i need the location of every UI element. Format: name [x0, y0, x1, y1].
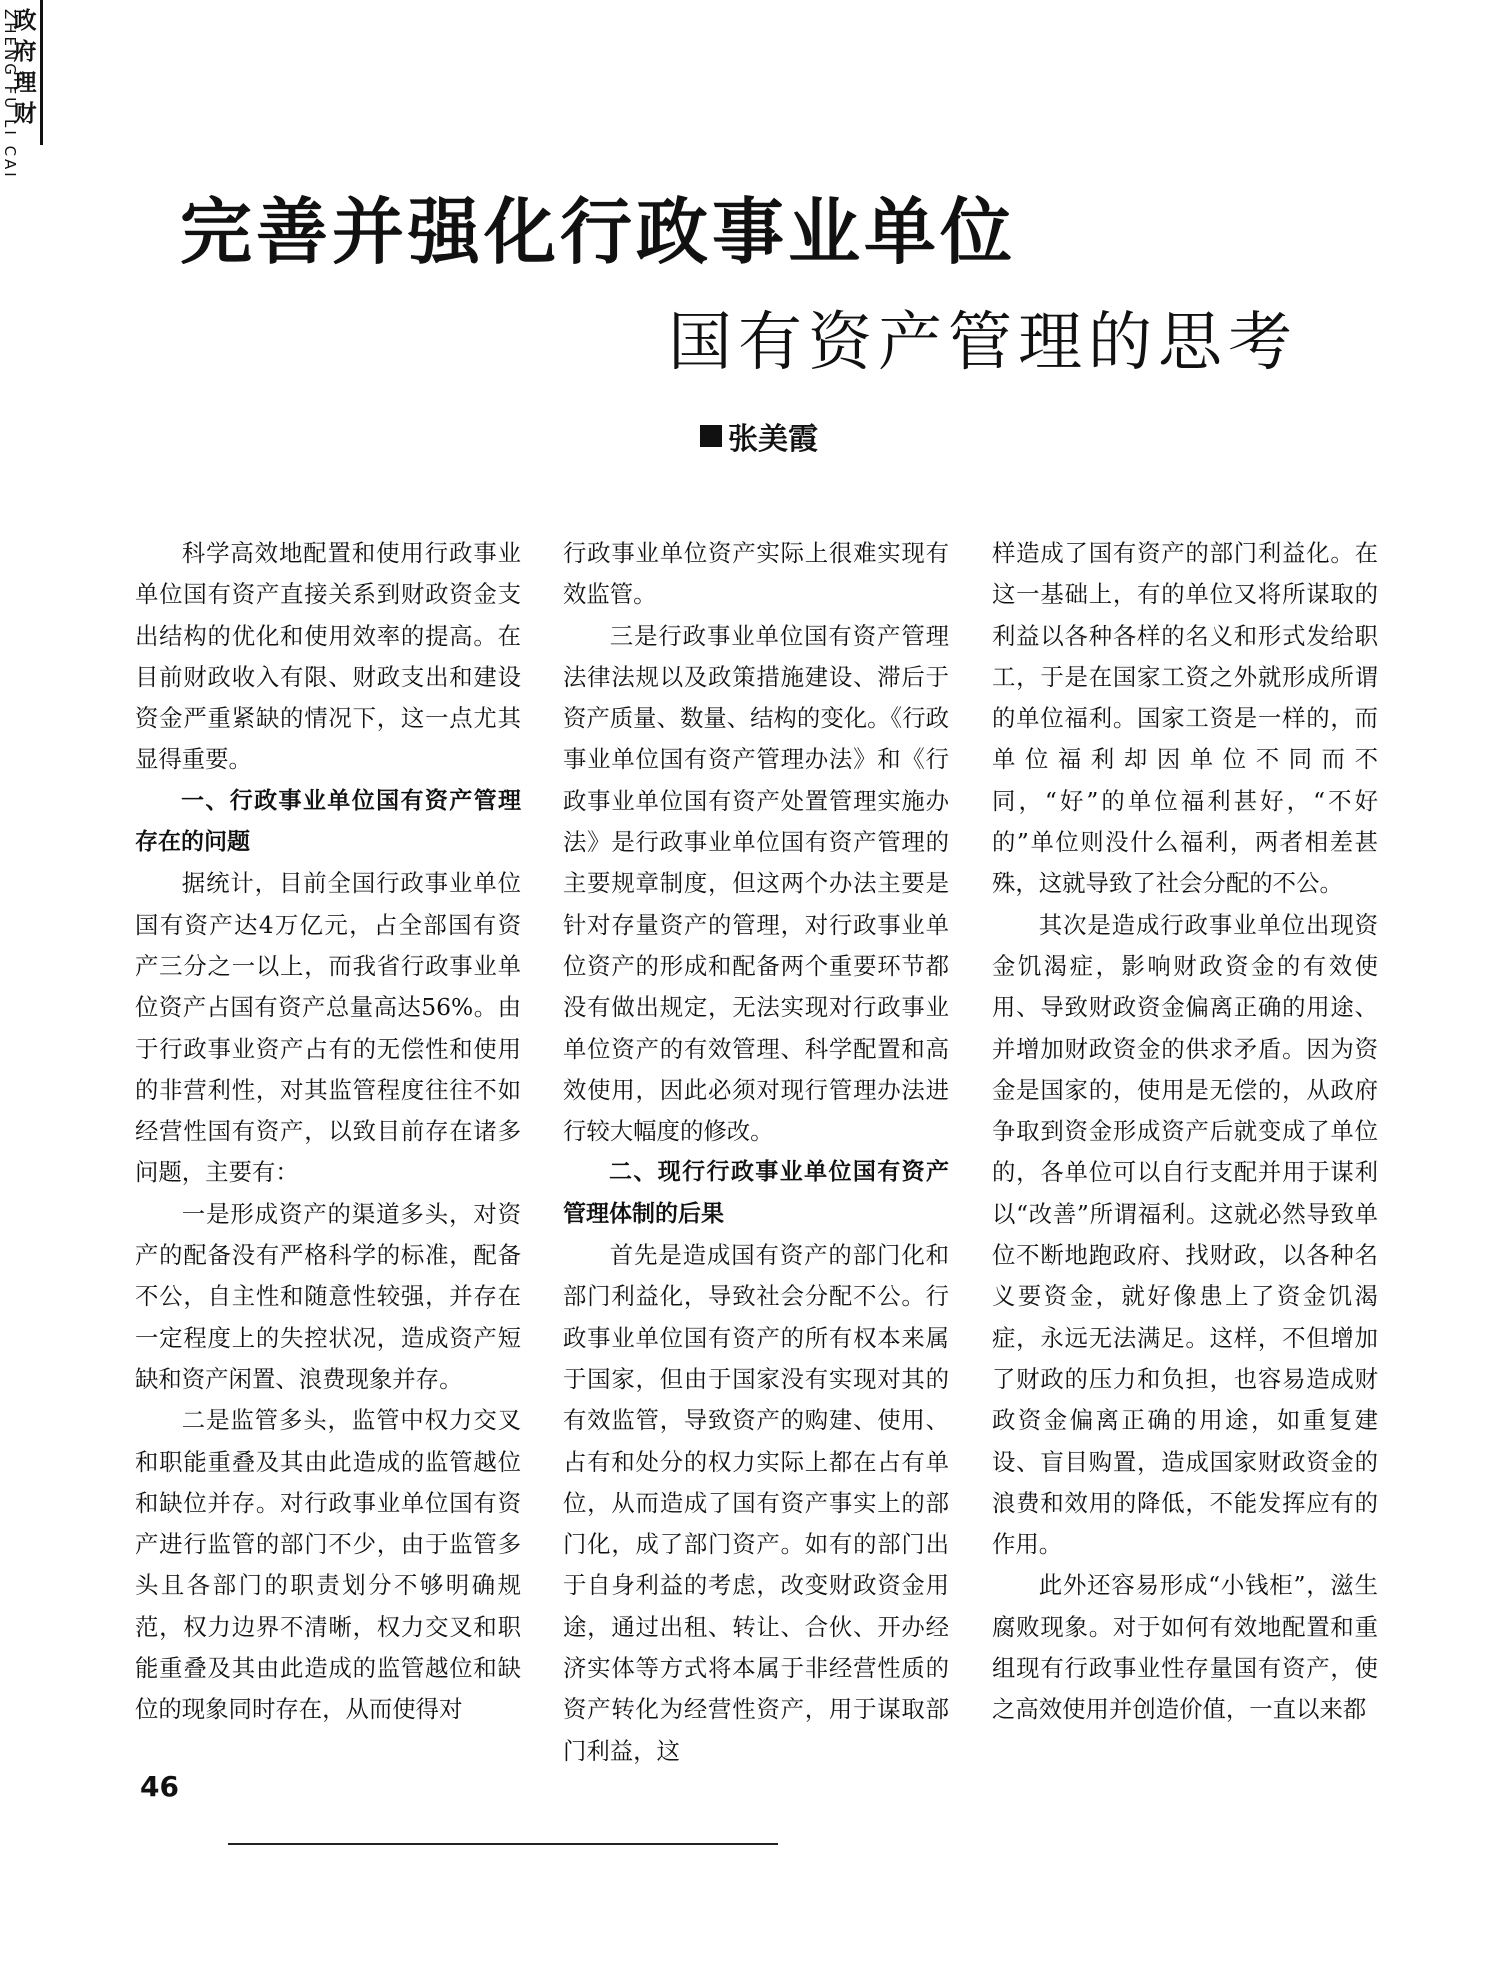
paragraph: 此外还容易形成“小钱柜”，滋生腐败现象。对于如何有效地配置和重组现有行政事业性存量国有资产，使之高效使用并创造价值，一直以来都: [992, 1571, 1378, 1724]
section-heading: 二、现行行政事业单位国有资产管理体制的后果: [563, 1159, 949, 1227]
paragraph: 其次是造成行政事业单位出现资金饥渴症，影响财政资金的有效使用、导致财政资金偏离正确的用途、并增加财政资金的供求矛盾。因为资金是国家的，使用是无偿的，从政府争取到资金形成资产后就变成了单位的，各单位可以自行支配并用于谋利以“改善”所谓福利。这就必然导致单位不断地跑政府、找财政，以各种名义要资金，就好像患上了资金饥渴症，永远无法满足。这样，不但增加了财政的压力和负担，也容易造成财政资金偏离正确的用途，如重复建设、盲目购置，造成国家财政资金的浪费和效用的降低，不能发挥应有的作用。: [992, 910, 1378, 1559]
footer-rule: [228, 1843, 778, 1845]
journal-tab: [0, 0, 43, 180]
paragraph: 行政事业单位资产实际上很难实现有效监管。: [563, 539, 949, 609]
article-title-line1: 完善并强化行政事业单位: [180, 190, 1017, 274]
page-number: 46: [140, 1770, 179, 1803]
paragraph: 科学高效地配置和使用行政事业单位国有资产直接关系到财政资金支出结构的优化和使用效率的提高。在目前财政收入有限、财政支出和建设资金严重紧缺的情况下，这一点尤其显得重要。: [135, 539, 521, 774]
journal-name-cn: 政府理财: [13, 8, 37, 127]
text-column-1: [135, 533, 521, 1724]
paragraph: 样造成了国有资产的部门利益化。在这一基础上，有的单位又将所谋取的利益以各种各样的名义和形式发给职工，于是在国家工资之外就形成所谓的单位福利。国家工资是一样的，而单位福利却因单位不同而不同，“好”的单位福利甚好，“不好的”单位则没什么福利，两者相差甚殊，这就导致了社会分配的不公。: [992, 539, 1378, 898]
paragraph: 首先是造成国有资产的部门化和部门利益化，导致社会分配不公。行政事业单位国有资产的所有权本来属于国家，但由于国家没有实现对其的有效监管，导致资产的购建、使用、占有和处分的权力实际上都在占有单位，从而造成了国有资产事实上的部门化，成了部门资产。如有的部门出于自身利益的考虑，改变财政资金用途，通过出租、转让、合伙、开办经济实体等方式将本属于非经营性质的资产转化为经营性资产，用于谋取部门利益，这: [563, 1241, 949, 1765]
section-heading: 一、行政事业单位国有资产管理存在的问题: [135, 787, 521, 856]
paragraph: 三是行政事业单位国有资产管理法律法规以及政策措施建设、滞后于资产质量、数量、结构的变化。《行政事业单位国有资产管理办法》和《行政事业单位国有资产处置管理实施办法》是行政事业单位国有资产管理的主要规章制度，但这两个办法主要是针对存量资产的管理，对行政事业单位资产的形成和配备两个重要环节都没有做出规定，无法实现对行政事业单位资产的有效管理、科学配置和高效使用，因此必须对现行管理办法进行较大幅度的修改。: [563, 621, 949, 1146]
author-name: 张美霞: [728, 422, 818, 457]
author-square-icon: [700, 425, 722, 447]
journal-name-en: ZHENG FU LI CAI: [1, 9, 19, 180]
paragraph: 二是监管多头，监管中权力交叉和职能重叠及其由此造成的监管越位和缺位并存。对行政事业单位国有资产进行监管的部门不少，由于监管多头且各部门的职责划分不够明确规范，权力边界不清晰，权力交叉和职能重叠及其由此造成的监管越位和缺位的现象同时存在，从而使得对: [135, 1406, 521, 1724]
text-column-2: [563, 533, 949, 1765]
text-column-3: [992, 533, 1378, 1724]
article-title-line2: 国有资产管理的思考: [668, 306, 1298, 380]
paragraph: 据统计，目前全国行政事业单位国有资产达4万亿元，占全部国有资产三分之一以上，而我省行政事业单位资产占国有资产总量高达56%。由于行政事业资产占有的无偿性和使用的非营利性，对其监管程度往往不如经营性国有资产，以致目前存在诸多问题，主要有：: [135, 869, 521, 1187]
paragraph: 一是形成资产的渠道多头，对资产的配备没有严格科学的标准，配备不公，自主性和随意性较强，并存在一定程度上的失控状况，造成资产短缺和资产闲置、浪费现象并存。: [135, 1199, 521, 1393]
author-byline: [700, 418, 818, 457]
